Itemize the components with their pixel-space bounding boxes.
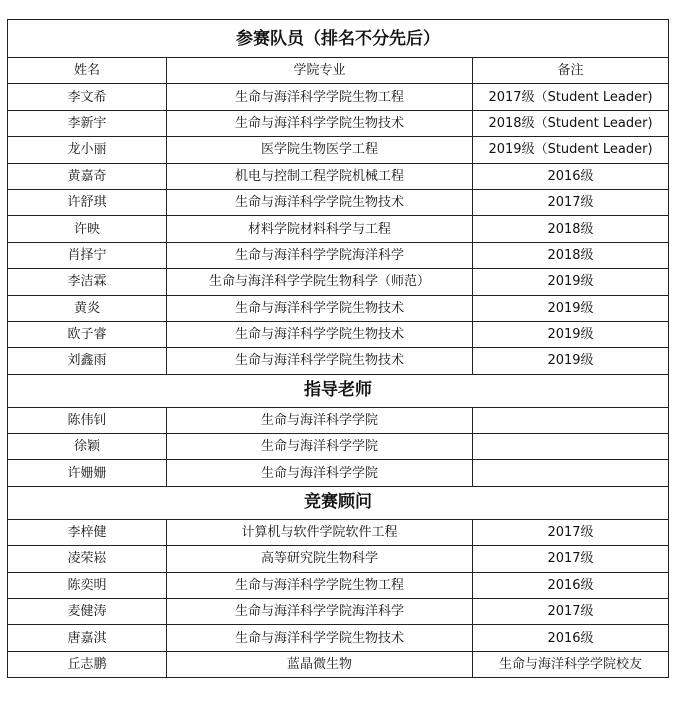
member-name: 许舒琪 bbox=[8, 189, 167, 215]
member-name: 许姗姗 bbox=[8, 460, 167, 486]
team-row bbox=[8, 269, 669, 295]
college-major: 蓝晶微生物 bbox=[167, 651, 473, 677]
remark: 2018级 bbox=[473, 242, 669, 268]
member-name: 丘志鹏 bbox=[8, 651, 167, 677]
advisors-row bbox=[8, 519, 669, 545]
member-name: 肖择宁 bbox=[8, 242, 167, 268]
instructors-title: 指导老师 bbox=[8, 374, 669, 407]
college-major: 生命与海洋科学学院生物技术 bbox=[167, 110, 473, 136]
member-name: 凌荣崧 bbox=[8, 546, 167, 572]
member-name: 许映 bbox=[8, 216, 167, 242]
college-major: 生命与海洋科学学院 bbox=[167, 460, 473, 486]
college-major: 生命与海洋科学学院 bbox=[167, 434, 473, 460]
college-major: 生命与海洋科学学院生物技术 bbox=[167, 295, 473, 321]
college-major: 生命与海洋科学学院 bbox=[167, 407, 473, 433]
member-name: 徐颖 bbox=[8, 434, 167, 460]
remark: 2017级 bbox=[473, 519, 669, 545]
team-row bbox=[8, 189, 669, 215]
college-major: 机电与控制工程学院机械工程 bbox=[167, 163, 473, 189]
college-major: 生命与海洋科学学院生物工程 bbox=[167, 84, 473, 110]
instructors-row bbox=[8, 460, 669, 486]
college-major: 高等研究院生物科学 bbox=[167, 546, 473, 572]
instructors-row bbox=[8, 407, 669, 433]
remark bbox=[473, 407, 669, 433]
instructors-title-row bbox=[8, 374, 669, 407]
header-college-major: 学院专业 bbox=[167, 58, 473, 84]
remark: 2019级 bbox=[473, 295, 669, 321]
header-remarks: 备注 bbox=[473, 58, 669, 84]
remark: 2019级 bbox=[473, 269, 669, 295]
remark: 2016级 bbox=[473, 163, 669, 189]
advisors-row bbox=[8, 546, 669, 572]
member-name: 黄嘉奇 bbox=[8, 163, 167, 189]
team-title-row bbox=[8, 20, 669, 58]
roster-table bbox=[7, 19, 669, 678]
college-major: 医学院生物医学工程 bbox=[167, 137, 473, 163]
member-name: 李新宇 bbox=[8, 110, 167, 136]
team-row bbox=[8, 137, 669, 163]
member-name: 李洁霖 bbox=[8, 269, 167, 295]
advisors-row bbox=[8, 625, 669, 651]
member-name: 李文希 bbox=[8, 84, 167, 110]
roster-body bbox=[8, 20, 669, 678]
college-major: 生命与海洋科学学院海洋科学 bbox=[167, 242, 473, 268]
college-major: 生命与海洋科学学院生物技术 bbox=[167, 625, 473, 651]
member-name: 陈奕明 bbox=[8, 572, 167, 598]
remark: 2017级 bbox=[473, 189, 669, 215]
team-row bbox=[8, 110, 669, 136]
remark: 2016级 bbox=[473, 625, 669, 651]
remark bbox=[473, 460, 669, 486]
member-name: 李梓健 bbox=[8, 519, 167, 545]
remark bbox=[473, 434, 669, 460]
remark: 2019级（Student Leader) bbox=[473, 137, 669, 163]
remark: 2019级 bbox=[473, 348, 669, 374]
remark: 2018级 bbox=[473, 216, 669, 242]
college-major: 生命与海洋科学学院生物技术 bbox=[167, 189, 473, 215]
column-header-row bbox=[8, 58, 669, 84]
team-row bbox=[8, 348, 669, 374]
team-row bbox=[8, 321, 669, 347]
college-major: 生命与海洋科学学院生物科学（师范） bbox=[167, 269, 473, 295]
college-major: 生命与海洋科学学院生物技术 bbox=[167, 348, 473, 374]
remark: 2017级 bbox=[473, 546, 669, 572]
team-row bbox=[8, 163, 669, 189]
remark: 2016级 bbox=[473, 572, 669, 598]
remark: 2017级 bbox=[473, 599, 669, 625]
member-name: 黄炎 bbox=[8, 295, 167, 321]
member-name: 陈伟钊 bbox=[8, 407, 167, 433]
team-row bbox=[8, 84, 669, 110]
member-name: 龙小丽 bbox=[8, 137, 167, 163]
member-name: 欧子睿 bbox=[8, 321, 167, 347]
header-name: 姓名 bbox=[8, 58, 167, 84]
advisors-row bbox=[8, 599, 669, 625]
instructors-row bbox=[8, 434, 669, 460]
member-name: 麦健涛 bbox=[8, 599, 167, 625]
remark: 2018级（Student Leader) bbox=[473, 110, 669, 136]
advisors-title: 竞赛顾问 bbox=[8, 486, 669, 519]
college-major: 计算机与软件学院软件工程 bbox=[167, 519, 473, 545]
college-major: 生命与海洋科学学院生物工程 bbox=[167, 572, 473, 598]
college-major: 生命与海洋科学学院海洋科学 bbox=[167, 599, 473, 625]
remark: 生命与海洋科学学院校友 bbox=[473, 651, 669, 677]
member-name: 唐嘉淇 bbox=[8, 625, 167, 651]
remark: 2019级 bbox=[473, 321, 669, 347]
advisors-title-row bbox=[8, 486, 669, 519]
team-row bbox=[8, 216, 669, 242]
college-major: 生命与海洋科学学院生物技术 bbox=[167, 321, 473, 347]
advisors-row bbox=[8, 651, 669, 677]
advisors-row bbox=[8, 572, 669, 598]
team-row bbox=[8, 295, 669, 321]
team-title: 参赛队员（排名不分先后） bbox=[8, 20, 669, 58]
remark: 2017级（Student Leader) bbox=[473, 84, 669, 110]
member-name: 刘鑫雨 bbox=[8, 348, 167, 374]
team-row bbox=[8, 242, 669, 268]
college-major: 材料学院材料科学与工程 bbox=[167, 216, 473, 242]
